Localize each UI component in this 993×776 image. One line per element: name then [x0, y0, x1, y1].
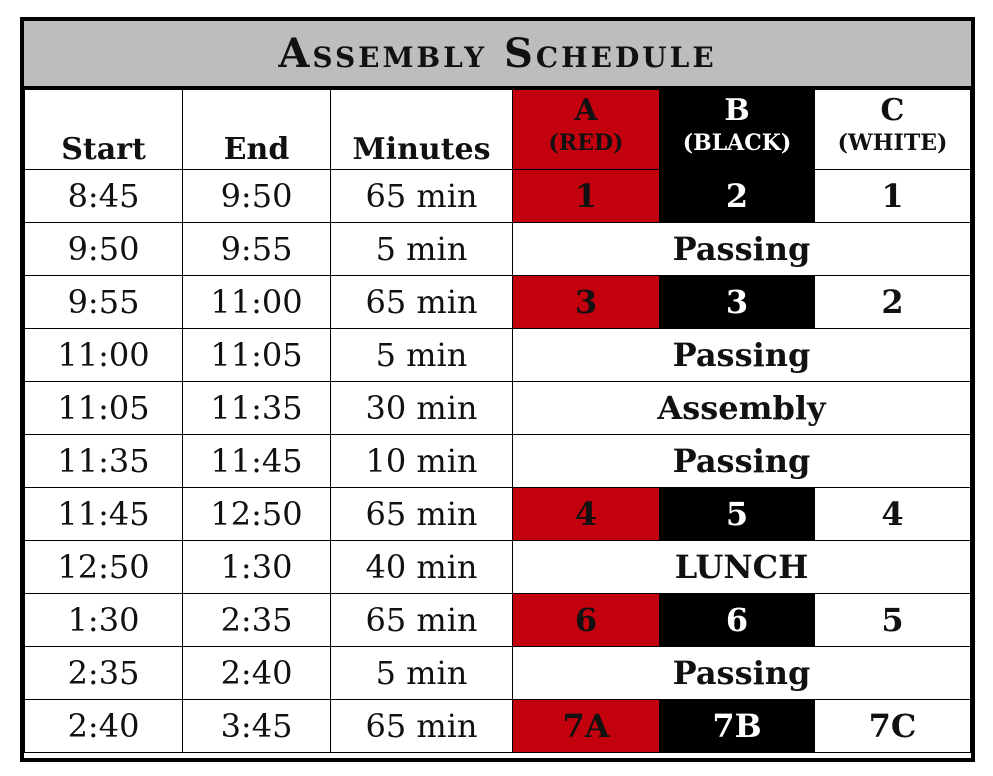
- duration: 5 min: [331, 329, 513, 382]
- group-c-period: 5: [815, 594, 971, 647]
- start-time: 2:35: [25, 647, 183, 700]
- group-c-period: 2: [815, 276, 971, 329]
- table-row: [25, 170, 971, 223]
- table-row: [25, 276, 971, 329]
- table-row: [25, 435, 971, 488]
- activity-cell: Passing: [513, 647, 971, 700]
- end-time: 11:35: [183, 382, 331, 435]
- header-group-b-sub: (BLACK): [682, 130, 792, 156]
- schedule-frame: [20, 17, 975, 762]
- group-c-period: 7C: [815, 700, 971, 753]
- title-bar: [24, 21, 971, 89]
- page-title: Assembly Schedule: [278, 30, 717, 77]
- schedule-body: [25, 170, 971, 753]
- start-time: 11:00: [25, 329, 183, 382]
- activity-cell: Passing: [513, 223, 971, 276]
- table-row: [25, 541, 971, 594]
- start-time: 11:35: [25, 435, 183, 488]
- end-time: 3:45: [183, 700, 331, 753]
- header-group-c-letter: C: [880, 93, 905, 128]
- end-time: 9:50: [183, 170, 331, 223]
- end-time: 2:35: [183, 594, 331, 647]
- table-row: [25, 488, 971, 541]
- header-group-c-sub: (WHITE): [837, 130, 948, 156]
- header-group-c: [815, 90, 971, 170]
- schedule-table: [24, 89, 971, 753]
- header-row: [25, 90, 971, 170]
- header-end: End: [183, 90, 331, 170]
- table-row: [25, 382, 971, 435]
- start-time: 8:45: [25, 170, 183, 223]
- duration: 65 min: [331, 488, 513, 541]
- start-time: 11:05: [25, 382, 183, 435]
- duration: 65 min: [331, 594, 513, 647]
- group-b-period: 6: [660, 594, 815, 647]
- group-a-period: 6: [513, 594, 660, 647]
- group-b-period: 7B: [660, 700, 815, 753]
- group-c-period: 1: [815, 170, 971, 223]
- activity-cell: Assembly: [513, 382, 971, 435]
- end-time: 11:05: [183, 329, 331, 382]
- activity-cell: LUNCH: [513, 541, 971, 594]
- group-c-period: 4: [815, 488, 971, 541]
- table-row: [25, 647, 971, 700]
- start-time: 11:45: [25, 488, 183, 541]
- end-time: 1:30: [183, 541, 331, 594]
- start-time: 12:50: [25, 541, 183, 594]
- end-time: 2:40: [183, 647, 331, 700]
- duration: 5 min: [331, 647, 513, 700]
- end-time: 9:55: [183, 223, 331, 276]
- group-b-period: 2: [660, 170, 815, 223]
- header-start: Start: [25, 90, 183, 170]
- group-a-period: 1: [513, 170, 660, 223]
- duration: 5 min: [331, 223, 513, 276]
- end-time: 12:50: [183, 488, 331, 541]
- group-a-period: 7A: [513, 700, 660, 753]
- header-minutes: Minutes: [331, 90, 513, 170]
- group-b-period: 5: [660, 488, 815, 541]
- activity-cell: Passing: [513, 435, 971, 488]
- duration: 30 min: [331, 382, 513, 435]
- table-row: [25, 594, 971, 647]
- header-group-b-letter: B: [724, 93, 750, 128]
- duration: 10 min: [331, 435, 513, 488]
- start-time: 2:40: [25, 700, 183, 753]
- end-time: 11:00: [183, 276, 331, 329]
- duration: 65 min: [331, 700, 513, 753]
- table-row: [25, 223, 971, 276]
- start-time: 1:30: [25, 594, 183, 647]
- group-a-period: 3: [513, 276, 660, 329]
- activity-cell: Passing: [513, 329, 971, 382]
- group-b-period: 3: [660, 276, 815, 329]
- table-row: [25, 700, 971, 753]
- header-group-a: [513, 90, 660, 170]
- header-group-a-sub: (RED): [548, 130, 624, 156]
- duration: 65 min: [331, 170, 513, 223]
- duration: 40 min: [331, 541, 513, 594]
- group-a-period: 4: [513, 488, 660, 541]
- start-time: 9:50: [25, 223, 183, 276]
- header-group-a-letter: A: [574, 93, 598, 128]
- header-group-b: [660, 90, 815, 170]
- duration: 65 min: [331, 276, 513, 329]
- start-time: 9:55: [25, 276, 183, 329]
- end-time: 11:45: [183, 435, 331, 488]
- table-row: [25, 329, 971, 382]
